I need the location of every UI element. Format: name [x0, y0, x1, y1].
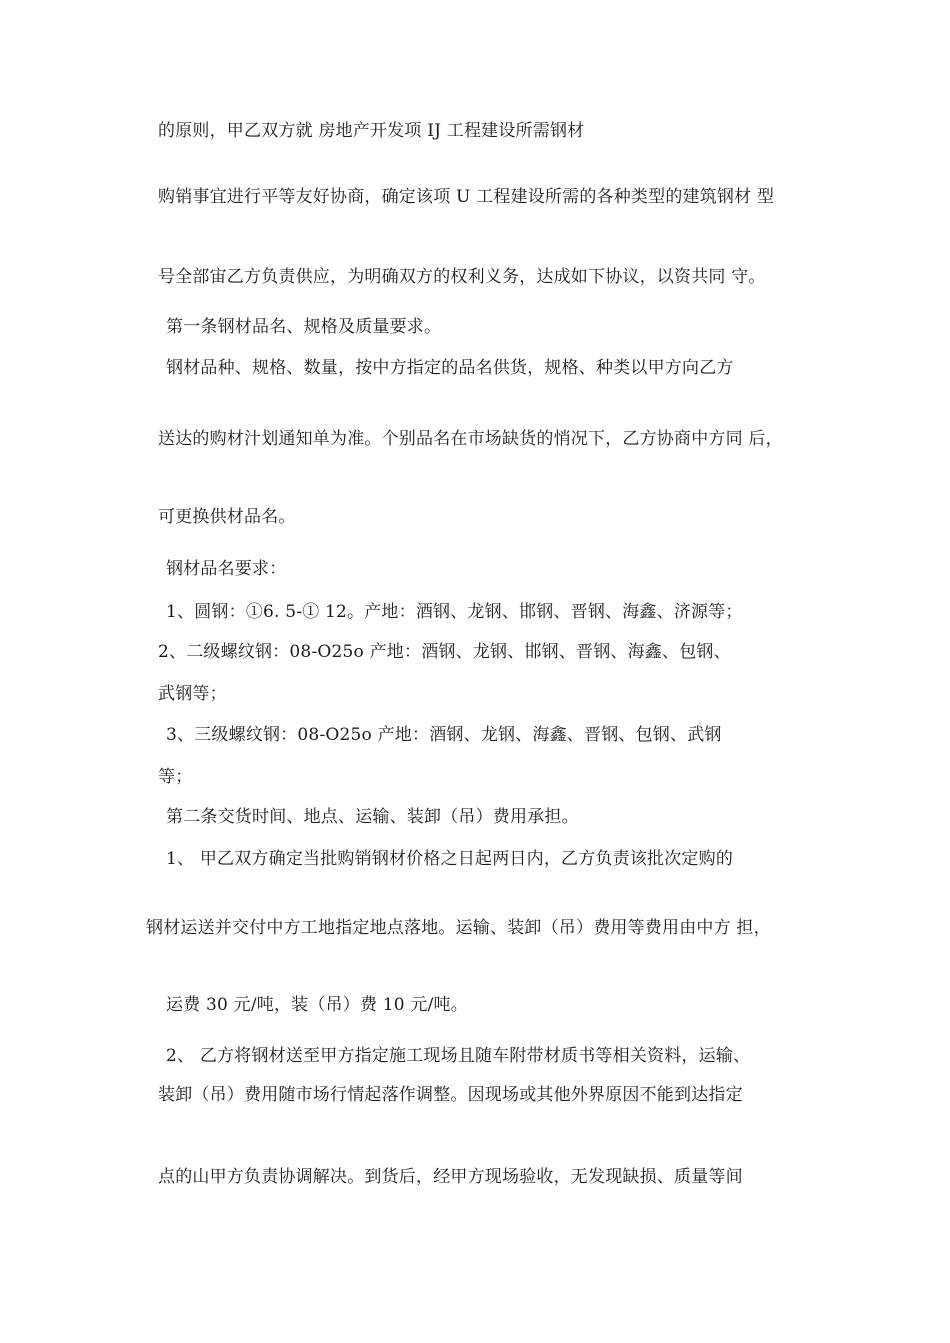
text-line: 的原则，甲乙双方就 房地产开发项 IJ 工程建设所需钢材	[158, 121, 585, 141]
text-line: 可更换供材品名。	[158, 507, 296, 527]
text-line: 送达的购材汁划通知单为准。个别品名在市场缺货的悄况下，乙方协商中方同 后，	[158, 429, 783, 449]
list-item: 1、圆钢：①6. 5-① 12。产地：酒钢、龙钢、邯钢、晋钢、海鑫、济源等；	[166, 602, 743, 622]
list-item: 3、三级螺纹钢：08-O25o 产地：酒钢、龙钢、海鑫、晋钢、包钢、武钢	[166, 725, 722, 745]
section-heading: 第二条交货时间、地点、运输、装卸（吊）费用承担。	[166, 807, 579, 827]
text-line: 号全部宙乙方负责供应，为明确双方的权利义务，达成如下协议，以资共同 守。	[158, 267, 766, 287]
text-line: 点的山甲方负责协调解决。到货后，经甲方现场验收，无发现缺损、质量等间	[158, 1167, 743, 1187]
text-line: 钢材品名要求：	[166, 559, 287, 579]
list-item: 2、 乙方将钢材送至甲方指定施工现场且随车附带材质书等相关资料，运输、	[166, 1046, 751, 1066]
text-line: 钢材运送并交付中方工地指定地点落地。运输、装卸（吊）费用等费用由中方 担，	[146, 918, 771, 938]
text-line: 武钢等；	[158, 684, 227, 704]
text-line: 钢材品种、规格、数量，按中方指定的品名供货，规格、种类以甲方向乙方	[166, 358, 734, 378]
text-line: 装卸（吊）费用随市场行情起落作调整。因现场或其他外界原因不能到达指定	[158, 1085, 743, 1105]
text-line: 等；	[158, 767, 193, 787]
text-line: 运费 30 元/吨，装（吊）费 10 元/吨。	[166, 995, 468, 1015]
text-line: 购销事宜进行平等友好协商，确定该项 U 工程建设所需的各种类型的建筑钢材 型	[158, 187, 775, 207]
list-item: 1、 甲乙双方确定当批购销钢材价格之日起两日内，乙方负责该批次定购的	[166, 849, 734, 869]
section-heading: 第一条钢材品名、规格及质量要求。	[166, 317, 442, 337]
list-item: 2、二级螺纹钢：08-O25o 产地：酒钢、龙钢、邯钢、晋钢、海鑫、包钢、	[158, 642, 731, 662]
